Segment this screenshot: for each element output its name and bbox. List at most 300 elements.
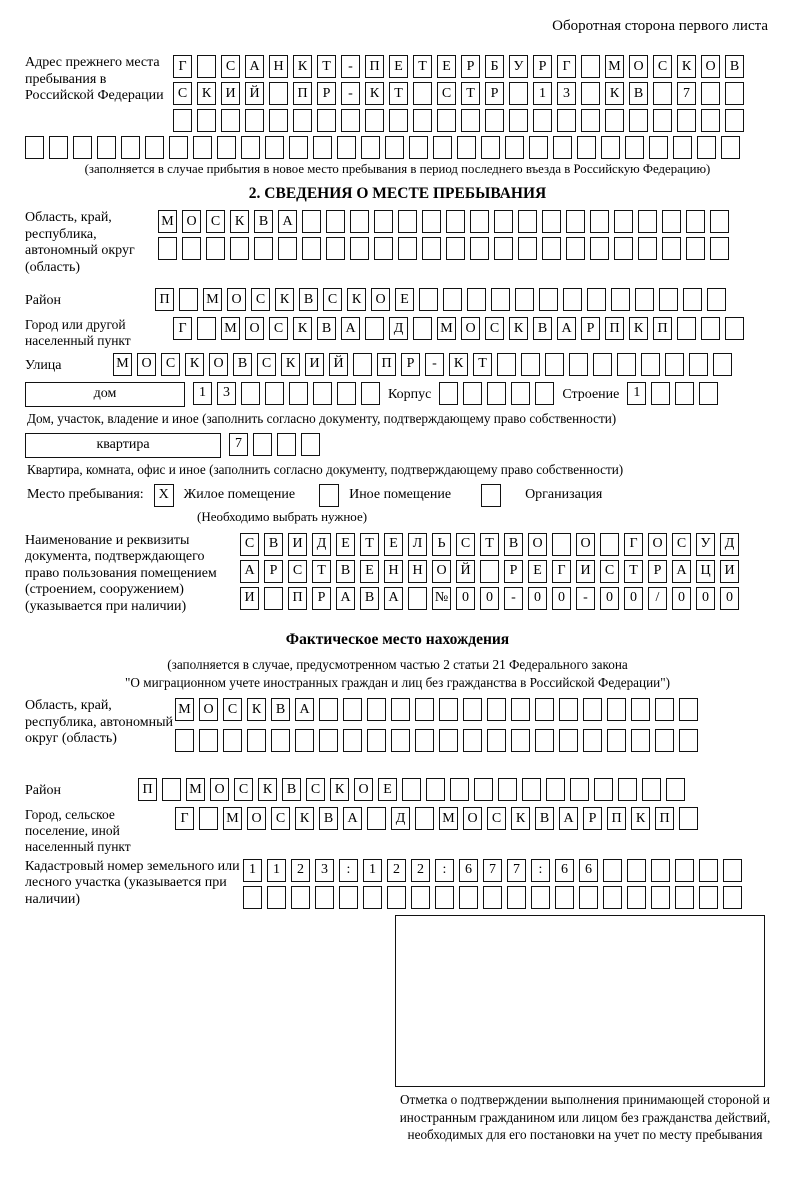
char-cell[interactable] (291, 886, 310, 909)
char-cell[interactable]: 3 (217, 382, 236, 405)
char-cell[interactable] (607, 698, 626, 721)
char-cell[interactable]: М (186, 778, 205, 801)
char-cell[interactable] (603, 886, 622, 909)
char-cell[interactable]: 0 (528, 587, 547, 610)
char-cell[interactable] (531, 886, 550, 909)
char-cell[interactable] (480, 560, 499, 583)
char-cell[interactable]: С (173, 82, 192, 105)
char-cell[interactable]: А (341, 317, 360, 340)
char-cell[interactable] (566, 237, 585, 260)
char-cell[interactable] (241, 382, 260, 405)
char-cell[interactable]: С (271, 807, 290, 830)
char-cell[interactable] (581, 82, 600, 105)
char-cell[interactable] (725, 317, 744, 340)
char-cell[interactable]: Г (624, 533, 643, 556)
char-cell[interactable]: О (247, 807, 266, 830)
char-cell[interactable] (662, 210, 681, 233)
char-cell[interactable]: С (251, 288, 270, 311)
char-cell[interactable] (264, 587, 283, 610)
char-cell[interactable] (443, 288, 462, 311)
char-cell[interactable]: И (305, 353, 324, 376)
char-cell[interactable]: А (295, 698, 314, 721)
char-cell[interactable] (583, 698, 602, 721)
char-cell[interactable]: А (384, 587, 403, 610)
char-cell[interactable]: Д (391, 807, 410, 830)
char-cell[interactable]: Е (384, 533, 403, 556)
char-cell[interactable]: О (210, 778, 229, 801)
char-cell[interactable] (467, 288, 486, 311)
char-cell[interactable] (217, 136, 236, 159)
char-cell[interactable]: П (607, 807, 626, 830)
char-cell[interactable] (559, 729, 578, 752)
char-cell[interactable]: 0 (480, 587, 499, 610)
char-cell[interactable] (337, 136, 356, 159)
char-cell[interactable] (590, 210, 609, 233)
char-cell[interactable] (662, 237, 681, 260)
char-cell[interactable] (721, 136, 740, 159)
char-cell[interactable]: 7 (229, 433, 248, 456)
char-cell[interactable]: : (531, 859, 550, 882)
char-cell[interactable] (422, 237, 441, 260)
char-cell[interactable]: - (425, 353, 444, 376)
char-cell[interactable]: К (509, 317, 528, 340)
char-cell[interactable] (158, 237, 177, 260)
char-cell[interactable] (367, 807, 386, 830)
char-cell[interactable] (363, 886, 382, 909)
char-cell[interactable] (542, 237, 561, 260)
char-cell[interactable]: Р (485, 82, 504, 105)
char-cell[interactable] (337, 382, 356, 405)
char-cell[interactable] (498, 778, 517, 801)
char-cell[interactable] (49, 136, 68, 159)
char-cell[interactable]: М (605, 55, 624, 78)
char-cell[interactable]: М (175, 698, 194, 721)
char-cell[interactable] (701, 82, 720, 105)
char-cell[interactable] (522, 778, 541, 801)
char-cell[interactable]: 1 (267, 859, 286, 882)
char-cell[interactable] (313, 382, 332, 405)
char-cell[interactable] (301, 433, 320, 456)
char-cell[interactable] (487, 698, 506, 721)
char-cell[interactable]: Р (264, 560, 283, 583)
char-cell[interactable]: Т (461, 82, 480, 105)
char-cell[interactable] (641, 353, 660, 376)
char-cell[interactable]: Г (173, 55, 192, 78)
char-cell[interactable] (326, 210, 345, 233)
char-cell[interactable] (677, 317, 696, 340)
char-cell[interactable]: - (576, 587, 595, 610)
char-cell[interactable] (339, 886, 358, 909)
char-cell[interactable] (699, 886, 718, 909)
char-cell[interactable] (511, 382, 530, 405)
char-cell[interactable]: Й (245, 82, 264, 105)
char-cell[interactable] (413, 317, 432, 340)
char-cell[interactable] (173, 109, 192, 132)
char-cell[interactable]: В (282, 778, 301, 801)
char-cell[interactable]: А (240, 560, 259, 583)
char-cell[interactable]: Е (437, 55, 456, 78)
char-cell[interactable] (533, 109, 552, 132)
char-cell[interactable]: И (221, 82, 240, 105)
char-cell[interactable]: Е (528, 560, 547, 583)
char-cell[interactable] (415, 807, 434, 830)
char-cell[interactable]: В (299, 288, 318, 311)
char-cell[interactable] (511, 698, 530, 721)
char-cell[interactable] (73, 136, 92, 159)
char-cell[interactable] (593, 353, 612, 376)
char-cell[interactable] (437, 109, 456, 132)
char-cell[interactable]: О (227, 288, 246, 311)
char-cell[interactable]: В (535, 807, 554, 830)
char-cell[interactable] (391, 698, 410, 721)
char-cell[interactable] (627, 886, 646, 909)
char-cell[interactable] (175, 729, 194, 752)
char-cell[interactable] (374, 210, 393, 233)
char-cell[interactable] (474, 778, 493, 801)
char-cell[interactable] (433, 136, 452, 159)
char-cell[interactable] (353, 353, 372, 376)
char-cell[interactable]: С (653, 55, 672, 78)
char-cell[interactable] (701, 109, 720, 132)
char-cell[interactable]: К (258, 778, 277, 801)
char-cell[interactable] (365, 109, 384, 132)
char-cell[interactable]: К (330, 778, 349, 801)
char-cell[interactable]: В (319, 807, 338, 830)
char-cell[interactable]: Й (329, 353, 348, 376)
char-cell[interactable] (25, 136, 44, 159)
char-cell[interactable] (649, 136, 668, 159)
char-cell[interactable] (675, 886, 694, 909)
char-cell[interactable]: 0 (624, 587, 643, 610)
char-cell[interactable] (413, 82, 432, 105)
char-cell[interactable] (463, 698, 482, 721)
char-cell[interactable] (245, 109, 264, 132)
char-cell[interactable] (415, 698, 434, 721)
char-cell[interactable]: И (576, 560, 595, 583)
char-cell[interactable]: Т (360, 533, 379, 556)
char-cell[interactable] (221, 109, 240, 132)
char-cell[interactable]: С (288, 560, 307, 583)
char-cell[interactable] (367, 698, 386, 721)
char-cell[interactable]: 1 (363, 859, 382, 882)
char-cell[interactable] (494, 237, 513, 260)
char-cell[interactable]: Р (317, 82, 336, 105)
char-cell[interactable] (625, 136, 644, 159)
char-cell[interactable]: И (288, 533, 307, 556)
char-cell[interactable]: К (293, 317, 312, 340)
char-cell[interactable] (555, 886, 574, 909)
char-cell[interactable] (545, 353, 564, 376)
char-cell[interactable]: 1 (533, 82, 552, 105)
char-cell[interactable]: Т (317, 55, 336, 78)
char-cell[interactable] (435, 886, 454, 909)
char-cell[interactable]: К (275, 288, 294, 311)
char-cell[interactable] (710, 237, 729, 260)
char-cell[interactable]: М (439, 807, 458, 830)
char-cell[interactable] (402, 778, 421, 801)
char-cell[interactable] (617, 353, 636, 376)
char-cell[interactable] (267, 886, 286, 909)
char-cell[interactable]: Б (485, 55, 504, 78)
char-cell[interactable]: О (209, 353, 228, 376)
char-cell[interactable] (710, 210, 729, 233)
char-cell[interactable]: Е (378, 778, 397, 801)
char-cell[interactable]: О (576, 533, 595, 556)
char-cell[interactable] (631, 698, 650, 721)
char-cell[interactable]: М (221, 317, 240, 340)
char-cell[interactable]: - (341, 55, 360, 78)
char-cell[interactable] (317, 109, 336, 132)
char-cell[interactable] (485, 109, 504, 132)
apartment-type-box[interactable]: квартира (25, 433, 221, 458)
char-cell[interactable]: К (365, 82, 384, 105)
char-cell[interactable] (603, 859, 622, 882)
char-cell[interactable] (367, 729, 386, 752)
char-cell[interactable] (614, 210, 633, 233)
char-cell[interactable]: К (449, 353, 468, 376)
char-cell[interactable] (675, 859, 694, 882)
char-cell[interactable] (629, 109, 648, 132)
char-cell[interactable] (169, 136, 188, 159)
char-cell[interactable]: Р (504, 560, 523, 583)
char-cell[interactable] (487, 382, 506, 405)
char-cell[interactable]: С (600, 560, 619, 583)
char-cell[interactable] (651, 886, 670, 909)
char-cell[interactable] (518, 237, 537, 260)
checkbox-organization[interactable] (481, 484, 501, 507)
char-cell[interactable] (313, 136, 332, 159)
char-cell[interactable] (413, 109, 432, 132)
char-cell[interactable] (247, 729, 266, 752)
char-cell[interactable] (677, 109, 696, 132)
char-cell[interactable] (557, 109, 576, 132)
char-cell[interactable] (254, 237, 273, 260)
char-cell[interactable] (686, 237, 705, 260)
char-cell[interactable]: Г (175, 807, 194, 830)
char-cell[interactable]: Р (401, 353, 420, 376)
char-cell[interactable]: Т (413, 55, 432, 78)
char-cell[interactable]: - (341, 82, 360, 105)
char-cell[interactable] (535, 729, 554, 752)
char-cell[interactable]: К (247, 698, 266, 721)
char-cell[interactable] (179, 288, 198, 311)
char-cell[interactable]: 7 (507, 859, 526, 882)
char-cell[interactable]: 0 (720, 587, 739, 610)
char-cell[interactable]: 1 (627, 382, 646, 405)
char-cell[interactable] (293, 109, 312, 132)
char-cell[interactable]: Р (583, 807, 602, 830)
char-cell[interactable]: С (257, 353, 276, 376)
char-cell[interactable] (651, 859, 670, 882)
char-cell[interactable]: С (323, 288, 342, 311)
char-cell[interactable]: А (343, 807, 362, 830)
char-cell[interactable]: И (720, 560, 739, 583)
char-cell[interactable]: В (504, 533, 523, 556)
char-cell[interactable]: К (631, 807, 650, 830)
char-cell[interactable]: 3 (315, 859, 334, 882)
char-cell[interactable] (419, 288, 438, 311)
char-cell[interactable] (673, 136, 692, 159)
char-cell[interactable] (699, 859, 718, 882)
char-cell[interactable]: 1 (243, 859, 262, 882)
char-cell[interactable]: С (672, 533, 691, 556)
char-cell[interactable] (583, 729, 602, 752)
char-cell[interactable]: О (463, 807, 482, 830)
char-cell[interactable]: П (605, 317, 624, 340)
char-cell[interactable]: Е (336, 533, 355, 556)
char-cell[interactable] (193, 136, 212, 159)
char-cell[interactable] (651, 382, 670, 405)
char-cell[interactable] (689, 353, 708, 376)
char-cell[interactable] (470, 210, 489, 233)
char-cell[interactable]: Р (461, 55, 480, 78)
char-cell[interactable]: К (293, 55, 312, 78)
char-cell[interactable]: В (360, 587, 379, 610)
char-cell[interactable] (483, 886, 502, 909)
char-cell[interactable] (638, 237, 657, 260)
char-cell[interactable]: П (293, 82, 312, 105)
char-cell[interactable]: С (269, 317, 288, 340)
char-cell[interactable] (326, 237, 345, 260)
char-cell[interactable] (529, 136, 548, 159)
char-cell[interactable] (581, 55, 600, 78)
char-cell[interactable] (463, 729, 482, 752)
char-cell[interactable] (666, 778, 685, 801)
char-cell[interactable] (509, 109, 528, 132)
char-cell[interactable]: У (696, 533, 715, 556)
char-cell[interactable] (145, 136, 164, 159)
char-cell[interactable] (552, 533, 571, 556)
char-cell[interactable] (439, 729, 458, 752)
char-cell[interactable] (535, 698, 554, 721)
char-cell[interactable] (343, 698, 362, 721)
char-cell[interactable] (579, 886, 598, 909)
char-cell[interactable] (697, 136, 716, 159)
char-cell[interactable]: К (511, 807, 530, 830)
char-cell[interactable]: - (504, 587, 523, 610)
char-cell[interactable] (302, 237, 321, 260)
char-cell[interactable]: 2 (387, 859, 406, 882)
char-cell[interactable]: С (206, 210, 225, 233)
char-cell[interactable]: К (347, 288, 366, 311)
char-cell[interactable] (271, 729, 290, 752)
char-cell[interactable] (723, 859, 742, 882)
char-cell[interactable] (265, 382, 284, 405)
char-cell[interactable] (121, 136, 140, 159)
char-cell[interactable] (535, 382, 554, 405)
char-cell[interactable] (199, 729, 218, 752)
char-cell[interactable]: В (533, 317, 552, 340)
char-cell[interactable]: 0 (456, 587, 475, 610)
char-cell[interactable]: А (672, 560, 691, 583)
char-cell[interactable]: С (456, 533, 475, 556)
char-cell[interactable]: О (648, 533, 667, 556)
char-cell[interactable]: С (234, 778, 253, 801)
char-cell[interactable] (365, 317, 384, 340)
char-cell[interactable]: № (432, 587, 451, 610)
char-cell[interactable]: 3 (557, 82, 576, 105)
char-cell[interactable] (199, 807, 218, 830)
char-cell[interactable] (374, 237, 393, 260)
char-cell[interactable]: 6 (555, 859, 574, 882)
char-cell[interactable]: К (677, 55, 696, 78)
char-cell[interactable] (398, 237, 417, 260)
char-cell[interactable] (635, 288, 654, 311)
char-cell[interactable] (459, 886, 478, 909)
char-cell[interactable] (611, 288, 630, 311)
char-cell[interactable] (507, 886, 526, 909)
char-cell[interactable]: С (306, 778, 325, 801)
char-cell[interactable] (411, 886, 430, 909)
char-cell[interactable] (590, 237, 609, 260)
char-cell[interactable]: С (221, 55, 240, 78)
char-cell[interactable] (491, 288, 510, 311)
char-cell[interactable] (319, 698, 338, 721)
char-cell[interactable]: 0 (696, 587, 715, 610)
char-cell[interactable] (631, 729, 650, 752)
char-cell[interactable]: П (655, 807, 674, 830)
char-cell[interactable] (686, 210, 705, 233)
char-cell[interactable]: Р (312, 587, 331, 610)
char-cell[interactable]: Г (552, 560, 571, 583)
char-cell[interactable] (277, 433, 296, 456)
char-cell[interactable]: К (230, 210, 249, 233)
char-cell[interactable]: П (138, 778, 157, 801)
char-cell[interactable] (197, 109, 216, 132)
char-cell[interactable]: Н (269, 55, 288, 78)
char-cell[interactable] (679, 807, 698, 830)
char-cell[interactable] (569, 353, 588, 376)
char-cell[interactable]: С (223, 698, 242, 721)
house-type-box[interactable]: дом (25, 382, 185, 407)
char-cell[interactable]: С (240, 533, 259, 556)
char-cell[interactable] (665, 353, 684, 376)
char-cell[interactable]: : (435, 859, 454, 882)
char-cell[interactable] (505, 136, 524, 159)
char-cell[interactable] (601, 136, 620, 159)
char-cell[interactable] (605, 109, 624, 132)
char-cell[interactable] (389, 109, 408, 132)
char-cell[interactable] (487, 729, 506, 752)
char-cell[interactable]: 0 (552, 587, 571, 610)
char-cell[interactable]: Д (720, 533, 739, 556)
char-cell[interactable]: Т (389, 82, 408, 105)
char-cell[interactable]: 2 (411, 859, 430, 882)
char-cell[interactable]: К (605, 82, 624, 105)
char-cell[interactable]: 6 (459, 859, 478, 882)
char-cell[interactable] (426, 778, 445, 801)
char-cell[interactable] (539, 288, 558, 311)
char-cell[interactable] (197, 317, 216, 340)
char-cell[interactable] (391, 729, 410, 752)
char-cell[interactable] (341, 109, 360, 132)
char-cell[interactable] (343, 729, 362, 752)
char-cell[interactable]: О (371, 288, 390, 311)
char-cell[interactable]: В (725, 55, 744, 78)
char-cell[interactable] (408, 587, 427, 610)
char-cell[interactable]: А (559, 807, 578, 830)
char-cell[interactable]: О (245, 317, 264, 340)
char-cell[interactable]: 6 (579, 859, 598, 882)
char-cell[interactable] (269, 109, 288, 132)
char-cell[interactable]: 0 (672, 587, 691, 610)
char-cell[interactable]: 1 (193, 382, 212, 405)
char-cell[interactable]: А (278, 210, 297, 233)
char-cell[interactable]: П (377, 353, 396, 376)
char-cell[interactable] (457, 136, 476, 159)
char-cell[interactable]: М (223, 807, 242, 830)
char-cell[interactable]: С (487, 807, 506, 830)
